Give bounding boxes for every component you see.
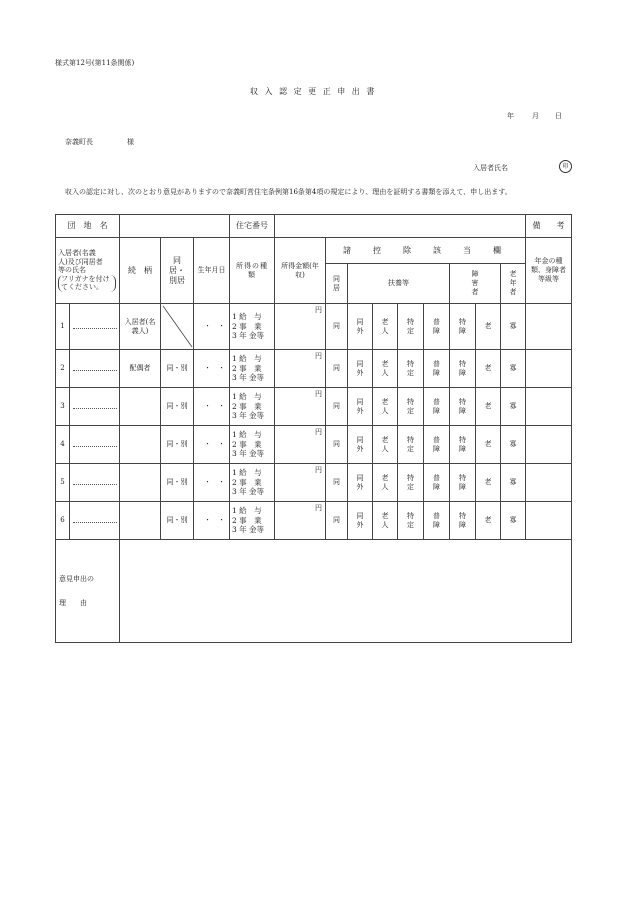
row-number: 5 (56, 464, 70, 502)
birthdate-header: 生年月日 (194, 238, 230, 304)
mark-special[interactable]: 特定 (398, 304, 424, 350)
income-amount-field[interactable]: 円 (275, 426, 326, 464)
mark-cohabit[interactable]: 同 (326, 304, 348, 350)
income-type-cell: 1 給 与 2 事 業 3 年 金等 (230, 388, 275, 426)
mark-special-disabled[interactable]: 特障 (450, 304, 476, 350)
mark-cohabit[interactable]: 同 (326, 426, 348, 464)
deduction-header: 諸 控 除 該 当 欄 (326, 238, 526, 264)
addressee-honorific: 様 (127, 138, 134, 146)
relation-value[interactable] (120, 426, 161, 464)
mark-old[interactable]: 老 (476, 464, 501, 502)
relation-value: 入居者(名義人) (120, 304, 161, 350)
reason-field[interactable] (120, 540, 572, 643)
mark-special[interactable]: 特定 (398, 426, 424, 464)
birthdate-field[interactable]: ・ ・ (194, 350, 230, 388)
form-title: 収 入 認 定 更 正 申 出 書 (250, 87, 377, 96)
cohabit-field[interactable]: 同・別 (161, 464, 194, 502)
relation-header: 続 柄 (120, 238, 161, 304)
mark-old[interactable]: 老 (476, 502, 501, 540)
name-field[interactable] (70, 464, 120, 502)
mark-special[interactable]: 特定 (398, 350, 424, 388)
relation-value[interactable] (120, 464, 161, 502)
cohabit-field[interactable]: 同・別 (161, 350, 194, 388)
diagonal-line (161, 304, 194, 349)
mark-normal-disabled[interactable]: 普障 (424, 388, 450, 426)
name-field[interactable] (70, 502, 120, 540)
applicant-label: 入居者氏名 (473, 164, 508, 172)
table-row (56, 464, 572, 502)
mark-special[interactable]: 特定 (398, 502, 424, 540)
house-number-field[interactable] (275, 215, 526, 238)
relation-value[interactable] (120, 502, 161, 540)
row-number: 3 (56, 388, 70, 426)
reason-row (56, 540, 572, 643)
income-amount-field[interactable]: 円 (275, 304, 326, 350)
name-field[interactable] (70, 426, 120, 464)
income-amount-field[interactable]: 円 (275, 464, 326, 502)
mark-cohabit[interactable]: 同 (326, 350, 348, 388)
mark-outside[interactable]: 同外 (348, 350, 373, 388)
mark-old[interactable]: 老 (476, 350, 501, 388)
income-amount-field[interactable]: 円 (275, 502, 326, 540)
intro-text: 収入の認定に対し、次のとおり意見がありますので奈義町営住宅条例第16条第4項の規定により、理由を証明する書類を添えて、申し出ます。 (65, 188, 512, 196)
addressee-name: 奈義町長 (65, 138, 93, 146)
reason-label: 意見申出の 理 由 (56, 540, 120, 643)
relation-value: 配偶者 (120, 350, 161, 388)
mark-elder[interactable]: 老人 (373, 502, 398, 540)
income-amount-field[interactable]: 円 (275, 350, 326, 388)
mark-elder[interactable]: 老人 (373, 304, 398, 350)
remarks-field[interactable] (526, 502, 572, 540)
row-number: 6 (56, 502, 70, 540)
mark-outside[interactable]: 同外 (348, 304, 373, 350)
mark-normal-disabled[interactable]: 普障 (424, 304, 450, 350)
table-row (56, 350, 572, 388)
mark-outside[interactable]: 同外 (348, 502, 373, 540)
mark-special[interactable]: 特定 (398, 388, 424, 426)
form-number: 様式第12号(第11条関係) (55, 59, 135, 67)
remarks-field[interactable] (526, 464, 572, 502)
mark-normal-disabled[interactable]: 普障 (424, 502, 450, 540)
cohabit-header: 同居・別居 (161, 238, 194, 304)
resident-name-header: 入居者(名義 人)及び同居者 等の氏名 フリガナを付けてください。 (56, 238, 120, 304)
name-field[interactable] (70, 304, 120, 350)
date-month: 月 (532, 112, 539, 120)
mark-widow[interactable]: 寡 (501, 464, 526, 502)
income-type-cell: 1 給 与 2 事 業 3 年 金等 (230, 502, 275, 540)
relation-value[interactable] (120, 388, 161, 426)
mark-normal-disabled[interactable]: 普障 (424, 350, 450, 388)
elderly-header: 老年者 (501, 264, 526, 304)
mark-elder[interactable]: 老人 (373, 464, 398, 502)
mark-cohabit[interactable]: 同 (326, 388, 348, 426)
mark-special-disabled[interactable]: 特障 (450, 502, 476, 540)
mark-widow[interactable]: 寡 (501, 388, 526, 426)
cohabit-field[interactable]: 同・別 (161, 502, 194, 540)
birthdate-field[interactable]: ・ ・ (194, 304, 230, 350)
table-row (56, 304, 572, 350)
date-year: 年 (507, 112, 514, 120)
mark-old[interactable]: 老 (476, 304, 501, 350)
remarks-field[interactable] (526, 426, 572, 464)
mark-outside[interactable]: 同外 (348, 426, 373, 464)
mark-outside[interactable]: 同外 (348, 388, 373, 426)
mark-widow[interactable]: 寡 (501, 304, 526, 350)
name-field[interactable] (70, 350, 120, 388)
row-number: 2 (56, 350, 70, 388)
remarks-field[interactable] (526, 304, 572, 350)
income-type-cell: 1 給 与 2 事 業 3 年 金等 (230, 350, 275, 388)
table-row (56, 502, 572, 540)
birthdate-field[interactable]: ・ ・ (194, 388, 230, 426)
mark-outside[interactable]: 同外 (348, 464, 373, 502)
cohabit-field[interactable]: 同・別 (161, 388, 194, 426)
mark-special[interactable]: 特定 (398, 464, 424, 502)
table-row (56, 388, 572, 426)
mark-old[interactable]: 老 (476, 388, 501, 426)
income-type-cell: 1 給 与 2 事 業 3 年 金等 (230, 426, 275, 464)
mark-special-disabled[interactable]: 特障 (450, 350, 476, 388)
house-number-label: 住宅番号 (230, 215, 275, 238)
remarks-field[interactable] (526, 388, 572, 426)
mark-old[interactable]: 老 (476, 426, 501, 464)
mark-special-disabled[interactable]: 特障 (450, 426, 476, 464)
table-row (56, 426, 572, 464)
mark-cohabit[interactable]: 同 (326, 502, 348, 540)
mark-normal-disabled[interactable]: 普障 (424, 464, 450, 502)
ded-cohabit-header: 同居 (326, 264, 348, 304)
cohabit-field[interactable]: 同・別 (161, 426, 194, 464)
mark-widow[interactable]: 寡 (501, 426, 526, 464)
mark-special-disabled[interactable]: 特障 (450, 388, 476, 426)
mark-elder[interactable]: 老人 (373, 388, 398, 426)
mark-normal-disabled[interactable]: 普障 (424, 426, 450, 464)
remarks-label: 備 考 (526, 215, 572, 238)
mark-widow[interactable]: 寡 (501, 350, 526, 388)
income-amount-field[interactable]: 円 (275, 388, 326, 426)
mark-cohabit[interactable]: 同 (326, 464, 348, 502)
birthdate-field[interactable]: ・ ・ (194, 464, 230, 502)
birthdate-field[interactable]: ・ ・ (194, 426, 230, 464)
mark-special-disabled[interactable]: 特障 (450, 464, 476, 502)
disabled-header: 障害者 (450, 264, 501, 304)
row-number: 4 (56, 426, 70, 464)
mark-elder[interactable]: 老人 (373, 350, 398, 388)
dependents-header: 扶養等 (348, 264, 450, 304)
remarks-note: 年金の種類、身障者等級等 (526, 238, 572, 304)
income-type-cell: 1 給 与 2 事 業 3 年 金等 (230, 464, 275, 502)
income-type-cell: 1 給 与 2 事 業 3 年 金等 (230, 304, 275, 350)
complex-name-label: 団 地 名 (56, 215, 120, 238)
remarks-field[interactable] (526, 350, 572, 388)
income-amount-header: 所得金額(年収) (275, 238, 326, 304)
row-number: 1 (56, 304, 70, 350)
seal-mark: 印 (559, 160, 572, 173)
name-field[interactable] (70, 388, 120, 426)
cohabit-field (161, 304, 194, 350)
mark-elder[interactable]: 老人 (373, 426, 398, 464)
income-type-header: 所得の種類 (230, 238, 275, 304)
income-table (55, 214, 572, 643)
complex-name-field[interactable] (120, 215, 230, 238)
birthdate-field[interactable]: ・ ・ (194, 502, 230, 540)
date-day: 日 (555, 112, 562, 120)
mark-widow[interactable]: 寡 (501, 502, 526, 540)
